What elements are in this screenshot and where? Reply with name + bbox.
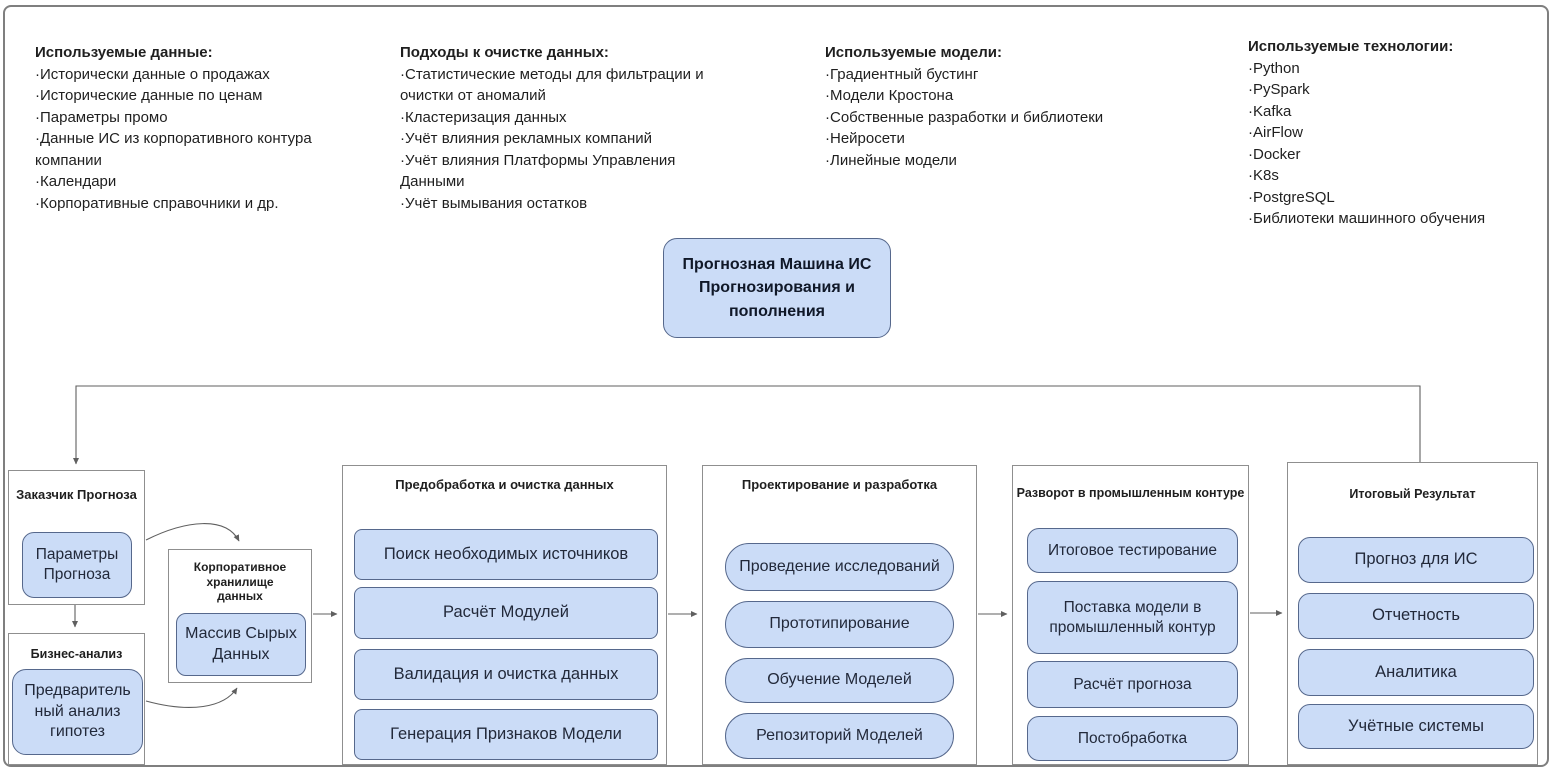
node-validation-cleaning: Валидация и очистка данных [354,649,658,700]
info-item: ·Линейные модели [825,151,957,169]
info-item: ·Исторически данные о продажах [35,65,270,83]
info-column-cleaning-approaches [400,42,730,214]
group-title: Итоговый Результат [1349,487,1476,501]
node-forecast-calculation: Расчёт прогноза [1027,661,1238,708]
group-title: Предобработка и очистка данных [395,477,614,492]
node-model-delivery: Поставка модели в промышленный контур [1027,581,1238,654]
info-column-used-data [35,42,343,214]
group-business-analysis [8,633,145,765]
info-column-used-models [825,42,1215,171]
group-title: Заказчик Прогноза [16,487,137,502]
node-final-testing: Итоговое тестирование [1027,528,1238,573]
node-forecast-parameters: Параметры Прогноза [22,532,132,598]
info-item: ·Модели Кростона [825,87,954,104]
info-item: ·Учёт вымывания остатков [400,194,588,212]
info-item: ·Статистические методы для фильтрации и очистки от аномалий [400,65,704,104]
node-accounting-systems: Учётные системы [1298,704,1534,749]
info-item: ·Данные ИС из корпоративного контура компании [35,130,312,169]
group-customer [8,470,145,605]
info-item: ·Градиентный бустинг [825,65,979,83]
info-item: ·Кластеризация данных [400,108,567,126]
node-research: Проведение исследований [725,543,954,591]
info-item: ·Параметры промо [35,108,168,126]
node-postprocessing: Постобработка [1027,716,1238,761]
info-item: ·PostgreSQL [1248,188,1335,206]
group-title: Проектирование и разработка [741,477,938,492]
node-forecast-machine: Прогнозная Машина ИС Прогнозирования и пополнения [663,238,891,338]
group-preprocessing [342,465,667,765]
info-item: ·Учёт влияния рекламных компаний [400,130,652,147]
info-column-title: Используемые данные: [35,44,213,61]
group-design-development [702,465,977,765]
info-item: ·Исторические данные по ценам [35,87,263,104]
node-source-search: Поиск необходимых источников [354,529,658,580]
info-item: ·K8s [1248,167,1279,184]
group-title: Бизнес-анализ [30,647,123,661]
node-model-training: Обучение Моделей [725,658,954,703]
node-prototyping: Прототипирование [725,601,954,648]
info-item: ·Собственные разработки и библиотеки [825,108,1104,126]
info-column-title: Используемые технологии: [1248,38,1454,55]
info-item: ·AirFlow [1248,124,1303,141]
info-item: ·Библиотеки машинного обучения [1248,210,1486,227]
group-title: Корпоративное хранилище данных [193,560,287,603]
group-title: Разворот в промышленным контуре [1016,486,1245,500]
node-forecast-for-is: Прогноз для ИС [1298,537,1534,583]
info-column-title: Подходы к очистке данных: [400,44,609,61]
node-raw-data-array: Массив Сырых Данных [176,613,306,676]
node-feature-generation: Генерация Признаков Модели [354,709,658,760]
info-item: ·Python [1248,59,1300,77]
node-preliminary-hypothesis-analysis: Предварительный анализ гипотез [12,669,143,755]
info-column-used-technologies [1248,36,1548,230]
info-item: ·Docker [1248,145,1301,163]
group-corporate-dwh [168,549,312,683]
group-final-result [1287,462,1538,765]
info-item: ·Корпоративные справочники и др. [35,194,279,212]
info-item: ·Нейросети [825,130,905,147]
info-item: ·Календари [35,173,117,190]
node-module-calculation: Расчёт Модулей [354,587,658,639]
group-production-deployment [1012,465,1249,765]
info-item: ·Учёт влияния Платформы Управления Данными [400,151,676,190]
info-item: ·PySpark [1248,81,1310,98]
node-model-repository: Репозиторий Моделей [725,713,954,759]
node-reporting: Отчетность [1298,593,1534,639]
info-item: ·Kafka [1248,102,1292,120]
info-column-title: Используемые модели: [825,44,1002,61]
node-analytics: Аналитика [1298,649,1534,696]
